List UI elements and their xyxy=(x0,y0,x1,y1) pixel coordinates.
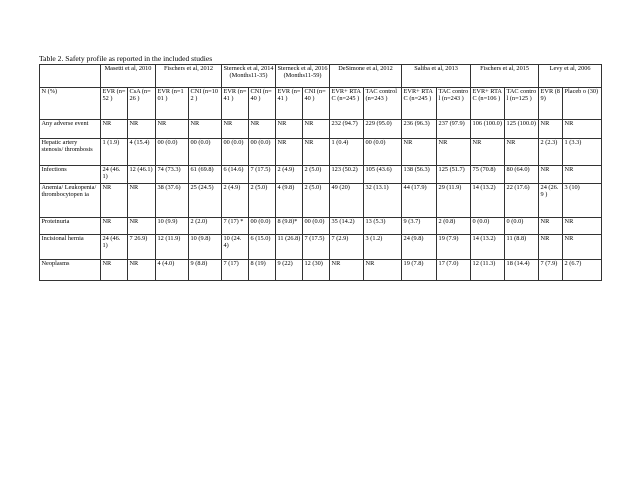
table-cell: 9 (3.7) xyxy=(402,218,437,235)
table-cell: NR xyxy=(128,184,156,218)
arm-header: CNI (n=102 ) xyxy=(189,88,222,120)
table-cell: 9 (8.8) xyxy=(189,260,222,281)
table-cell: 2 (6.7) xyxy=(563,260,602,281)
table-cell: 00 (0.0) xyxy=(189,139,222,166)
arm-header-row xyxy=(40,88,602,120)
table-cell: 2 (5.0) xyxy=(249,184,276,218)
table-cell: NR xyxy=(563,235,602,260)
table-cell: NR xyxy=(101,120,128,139)
arm-header: EVR (n=41 ) xyxy=(222,88,249,120)
table-cell: 2 (5.0) xyxy=(303,166,330,184)
table-cell: 3 (1.2) xyxy=(364,235,402,260)
table-cell: 24 (26.9 ) xyxy=(539,184,563,218)
table-cell: 14 (13.2) xyxy=(471,235,505,260)
table-row xyxy=(40,120,602,139)
table-cell: NR xyxy=(128,260,156,281)
table-cell: NR xyxy=(563,166,602,184)
table-cell: 00 (0.0) xyxy=(222,139,249,166)
table-cell: 12 (30) xyxy=(303,260,330,281)
table-cell: 0 (0.0) xyxy=(505,218,539,235)
table-cell: 00 (0.0) xyxy=(364,139,402,166)
table-cell: NR xyxy=(156,120,189,139)
arm-header: EVR+ RTAC (n=245 ) xyxy=(330,88,364,120)
arm-header: TAC control (n=243 ) xyxy=(364,88,402,120)
arm-header: CsA (n=26 ) xyxy=(128,88,156,120)
table-cell: 49 (20) xyxy=(330,184,364,218)
table-cell: 25 (24.5) xyxy=(189,184,222,218)
table-cell: 138 (56.3) xyxy=(402,166,437,184)
row-label: Hepatic artery stenosis/ thrombosis xyxy=(40,139,101,166)
row-label: Neoplasms xyxy=(40,260,101,281)
table-row xyxy=(40,166,602,184)
table-cell: 38 (37.6) xyxy=(156,184,189,218)
arm-header: TAC control (n=243 ) xyxy=(437,88,471,120)
table-cell: NR xyxy=(128,218,156,235)
table-cell: 18 (14.4) xyxy=(505,260,539,281)
study-header: DeSimone et al, 2012 xyxy=(330,65,402,88)
table-cell: 44 (17.9) xyxy=(402,184,437,218)
table-cell: 19 (7.8) xyxy=(402,260,437,281)
table-cell: 00 (0.0) xyxy=(249,218,276,235)
table-cell: 24 (46.1) xyxy=(101,235,128,260)
table-cell: 22 (17.6) xyxy=(505,184,539,218)
table-cell: 2 (4.9) xyxy=(276,166,303,184)
row-label: Infections xyxy=(40,166,101,184)
table-cell: 80 (64.0) xyxy=(505,166,539,184)
table-cell: 75 (70.8) xyxy=(471,166,505,184)
table-cell: 6 (14.6) xyxy=(222,166,249,184)
table-row xyxy=(40,235,602,260)
table-cell: 7 (7.9) xyxy=(539,260,563,281)
study-header: Fischers et al, 2012 xyxy=(156,65,222,88)
table-row xyxy=(40,260,602,281)
table-cell: NR xyxy=(563,120,602,139)
table-cell: 7 (17) * xyxy=(222,218,249,235)
table-cell: 10 (9.8) xyxy=(189,235,222,260)
study-header: Masetti et al, 2010 xyxy=(101,65,156,88)
table-cell: 123 (50.2) xyxy=(330,166,364,184)
table-cell: 9 (22) xyxy=(276,260,303,281)
table-cell: 1 (3.3) xyxy=(563,139,602,166)
table-cell: 11 (8.8) xyxy=(505,235,539,260)
table-cell: NR xyxy=(276,120,303,139)
table-cell: 2 (2.0) xyxy=(189,218,222,235)
table-cell: 12 (11.9) xyxy=(156,235,189,260)
safety-profile-table xyxy=(39,64,602,281)
arm-header: EVR (89) xyxy=(539,88,563,120)
table-cell: 232 (94.7) xyxy=(330,120,364,139)
table-cell: 2 (2.3) xyxy=(539,139,563,166)
table-body xyxy=(40,65,602,281)
header-corner-cell xyxy=(40,65,101,88)
arm-header: CNI (n=40 ) xyxy=(249,88,276,120)
table-cell: NR xyxy=(276,139,303,166)
arm-header: EVR (n=41 ) xyxy=(276,88,303,120)
table-cell: NR xyxy=(539,166,563,184)
table-cell: 7 (17.5) xyxy=(303,235,330,260)
study-header: Fischers et al, 2015 xyxy=(471,65,539,88)
table-cell: 00 (0.0) xyxy=(156,139,189,166)
table-cell: 00 (0.0) xyxy=(249,139,276,166)
table-cell: NR xyxy=(128,120,156,139)
table-cell: 106 (100.0) xyxy=(471,120,505,139)
table-cell: 237 (97.9) xyxy=(437,120,471,139)
table-cell: 29 (11.9) xyxy=(437,184,471,218)
table-cell: NR xyxy=(402,139,437,166)
table-cell: 19 (7.9) xyxy=(437,235,471,260)
table-cell: 8 (19) xyxy=(249,260,276,281)
table-cell: 17 (7.0) xyxy=(437,260,471,281)
table-cell: NR xyxy=(222,120,249,139)
table-cell: NR xyxy=(101,184,128,218)
table-cell: 12 (11.3) xyxy=(471,260,505,281)
table-cell: NR xyxy=(330,260,364,281)
table-cell: 24 (9.8) xyxy=(402,235,437,260)
table-cell: 2 (0.8) xyxy=(437,218,471,235)
study-header: Sterneck et al, 2014 (Months11-35) xyxy=(222,65,276,88)
table-cell: 1 (0.4) xyxy=(330,139,364,166)
table-cell: 14 (13.2) xyxy=(471,184,505,218)
table-cell: NR xyxy=(437,139,471,166)
table-cell: 8 (9.8)* xyxy=(276,218,303,235)
table-cell: 7 (2.9) xyxy=(330,235,364,260)
table-cell: 229 (95.0) xyxy=(364,120,402,139)
table-cell: 105 (43.6) xyxy=(364,166,402,184)
table-cell: 00 (0.0) xyxy=(303,218,330,235)
table-cell: 1 (1.9) xyxy=(101,139,128,166)
table-cell: 61 (69.8) xyxy=(189,166,222,184)
table-row xyxy=(40,184,602,218)
table-cell: 74 (73.3) xyxy=(156,166,189,184)
table-cell: NR xyxy=(249,120,276,139)
table-cell: NR xyxy=(539,120,563,139)
table-cell: 2 (4.9) xyxy=(222,184,249,218)
table-cell: 125 (51.7) xyxy=(437,166,471,184)
table-cell: NR xyxy=(364,260,402,281)
study-header-row xyxy=(40,65,602,88)
table-cell: NR xyxy=(539,218,563,235)
table-cell: NR xyxy=(303,120,330,139)
arm-header: EVR+ RTAC (n=106 ) xyxy=(471,88,505,120)
table-cell: NR xyxy=(101,218,128,235)
table-cell: 7 26.9) xyxy=(128,235,156,260)
row-header-label: N (%) xyxy=(40,88,101,120)
arm-header: EVR (n=101 ) xyxy=(156,88,189,120)
row-label: Incisional hernia xyxy=(40,235,101,260)
table-cell: NR xyxy=(471,139,505,166)
table-row xyxy=(40,218,602,235)
table-cell: NR xyxy=(563,218,602,235)
table-row xyxy=(40,139,602,166)
row-label: Any adverse event xyxy=(40,120,101,139)
table-cell: 12 (46.1) xyxy=(128,166,156,184)
table-caption: Table 2. Safety profile as reported in the included studies xyxy=(39,54,213,63)
table-cell: 236 (96.3) xyxy=(402,120,437,139)
table-cell: 13 (5.3) xyxy=(364,218,402,235)
table-cell: 10 (9.9) xyxy=(156,218,189,235)
arm-header: EVR (n=52 ) xyxy=(101,88,128,120)
table-cell: 7 (17) xyxy=(222,260,249,281)
arm-header: TAC control (n=125 ) xyxy=(505,88,539,120)
table-cell: 0 (0.0) xyxy=(471,218,505,235)
table-cell: 32 (13.1) xyxy=(364,184,402,218)
row-label: Proteinuria xyxy=(40,218,101,235)
table-cell: NR xyxy=(539,235,563,260)
table-cell: NR xyxy=(303,139,330,166)
table-cell: 4 (15.4) xyxy=(128,139,156,166)
arm-header: EVR+ RTAC (n=245 ) xyxy=(402,88,437,120)
table-cell: 125 (100.0) xyxy=(505,120,539,139)
table-cell: NR xyxy=(101,260,128,281)
table-cell: NR xyxy=(505,139,539,166)
study-header: Sterneck et al, 2016 (Months11-59) xyxy=(276,65,330,88)
study-header: Levy et al, 2006 xyxy=(539,65,602,88)
table-cell: 24 (46.1) xyxy=(101,166,128,184)
table-cell: 10 (24.4) xyxy=(222,235,249,260)
table-cell: NR xyxy=(189,120,222,139)
table-cell: 4 (4.0) xyxy=(156,260,189,281)
arm-header: CNI (n=40 ) xyxy=(303,88,330,120)
table-cell: 4 (9.8) xyxy=(276,184,303,218)
table-cell: 11 (26.8) xyxy=(276,235,303,260)
table-cell: 35 (14.2) xyxy=(330,218,364,235)
table-cell: 6 (15.0) xyxy=(249,235,276,260)
table-cell: 2 (5.0) xyxy=(303,184,330,218)
table-cell: 7 (17.5) xyxy=(249,166,276,184)
arm-header: Placeb o (30) xyxy=(563,88,602,120)
table-cell: 3 (10) xyxy=(563,184,602,218)
study-header: Saliba et al, 2013 xyxy=(402,65,471,88)
row-label: Anemia/ Leukopenia/ thrombocytopen ia xyxy=(40,184,101,218)
